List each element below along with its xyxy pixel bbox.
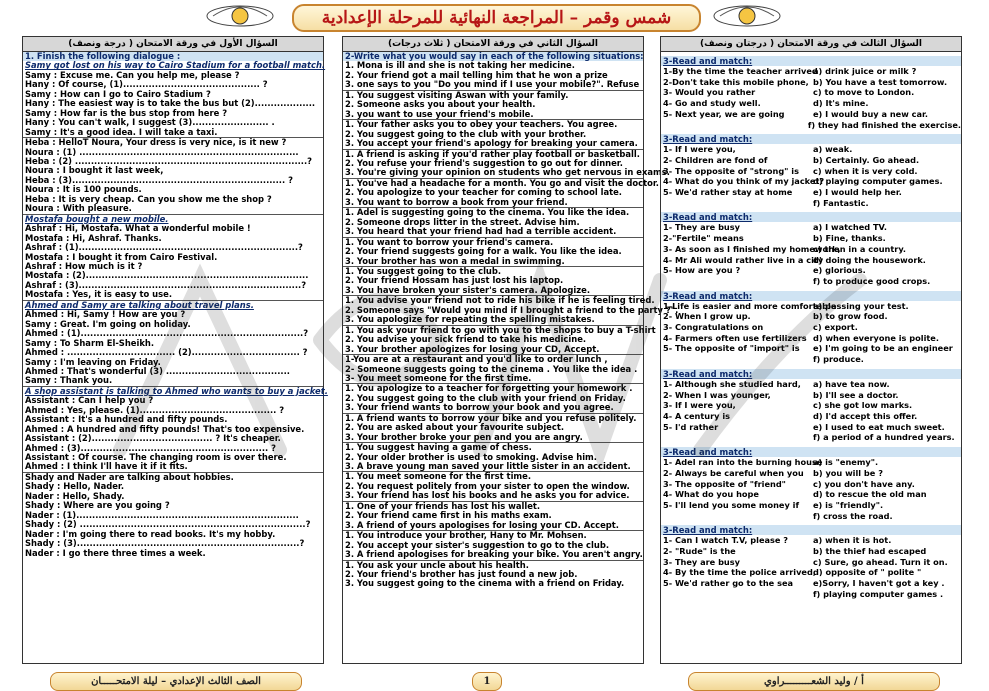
match-row [661,546,961,557]
match-right-item: d) It's mine. [813,98,869,109]
dialogue-line: Samy : I'm leaving on Friday. [25,356,161,367]
match-right-item: a) drink juice or milk ? [813,66,917,76]
situation-line: 1. You ask your uncle about his health. [345,559,529,570]
match-left-item: 4- Go and study well. [663,98,761,109]
dialogue-line: A shop assistant is talking to Ahmed who wants to buy a jacket. [25,385,328,396]
dialogue-line: Samy : Thank you. [23,376,323,386]
dialogue-line: Heba : HelloT Noura, Your dress is very nice, is it new ? [25,137,287,148]
situation-line: 1. You suggest visiting Aswan with your family. [345,89,569,100]
dialogue-line: Samy : Great. I'm going on holiday. [25,318,191,329]
situation-line: 3. A brave young man saved your little sister in an accident. [343,462,643,472]
question-one-header: السؤال الأول في ورقة الامتحان ( درجة ونصف) [23,37,323,52]
dialogue-line: Heba : (2) .........................................................................? [25,155,313,166]
situation-line: 2. Someone drops litter in the street. Advise him. [345,216,580,227]
match-left-item [663,354,813,365]
dialogue-line: Noura : It is 100 pounds. [25,184,142,195]
match-left-item: 5- Next year, we are going [663,108,785,119]
match-left-item: 5- We'd rather go to the sea [663,578,794,589]
dialogue-line: Ashraf : Hi, Mostafa. What a wonderful mobile ! [25,223,251,234]
match-row [661,535,961,546]
match-left-item: 4- Mr Ali would rather live in a city [663,254,824,265]
match-row [661,400,961,411]
match-blocks [661,56,961,600]
match-right-item: f) produce. [813,354,864,365]
situation-line: 3. You have broken your sister's camera. Apologize. [343,286,643,296]
question-two-column [342,36,679,664]
sun-moon-decoration-left-icon [205,2,275,30]
dialogue-line: Mostafa bought a new mobile. [25,213,169,224]
match-row [661,155,961,166]
match-right-item: a) have tea now. [813,378,890,389]
match-block-title: 3-Read and match: [661,212,961,222]
match-right-item: e)Sorry, I haven't got a key . [813,578,945,589]
situation-line: 1. One of your friends has lost his wallet. [345,500,541,511]
match-block [661,525,961,599]
match-left-item: 2-"Fertile" means [663,233,744,244]
match-right-item: b) I'll see a doctor. [813,389,899,400]
dialogue-line: Ahmed : That's wonderful (3) ....................................... [25,365,290,376]
match-left-item: 4- By the time the police arrived, [663,567,816,578]
match-block-title: 3-Read and match: [661,291,961,301]
dialogue-line: Assistant : Of course. The changing room is over there. [25,452,287,463]
match-left-item [663,511,813,522]
match-row [661,176,961,187]
match-right-item: d) doing the housework. [813,254,926,265]
match-right-item: a) is "enemy". [813,457,879,468]
match-left-item: 1- If I were you, [663,144,736,155]
dialogue-line: Samy : How far is the bus stop from here ? [25,107,228,118]
match-row [661,379,961,390]
match-row [661,500,961,511]
situation-line: 3- You meet someone for the first time. [343,374,643,384]
dialogue-line: Assistant : (2)...................................... ? It's cheaper. [25,433,281,444]
match-right-item: f) they had finished the exercise. [807,119,961,130]
dialogue-line: Assistant : Can I help you ? [25,395,154,406]
situation-line: 1. You've had a headache for a month. You go and visit the doctor. [345,177,659,188]
match-right-item: b) you will be ? [813,467,883,478]
situation-line: 2. You advise your sick friend to take his medicine. [345,334,587,345]
dialogue-line: Mostafa : (2)...................................................................... [25,270,309,281]
match-right-item: b) Certainly. Go ahead. [813,154,920,165]
match-right-item: d) when everyone is polite. [813,332,939,343]
situation-line: 1. Your father asks you to obey your teachers. You agree. [345,119,618,130]
match-row [661,322,961,333]
match-right-item: c) you don't have any. [813,478,915,489]
situation-line: 2. Your friend Hossam has just lost his laptop. [345,275,564,286]
banner-title-box [292,4,701,32]
situation-line: 2. Your friend's brother has just found a new job. [345,569,578,580]
match-row [661,276,961,287]
match-block [661,212,961,286]
match-left-item: 5- How are you ? [663,265,741,276]
situation-line: 1. You advise your friend not to ride his bike if he is feeling tired. [345,295,655,306]
dialogue-line: Samy : How can I go to Cairo Stadium ? [25,88,211,99]
match-left-item: 2- When I grow up. [663,311,751,322]
match-block-title: 3-Read and match: [661,447,961,457]
match-right-item: e) is "friendly". [813,499,884,510]
dialogue-line: Ahmed : (3)........................................................... ? [25,442,276,453]
dialogue-line: Samy : Excuse me. Can you help me, please ? [25,69,240,80]
match-left-item [663,120,808,131]
situation-line: 1. You suggest having a game of chess. [345,442,532,453]
dialogue-line: Shady : (2) .......................................................................? [25,519,311,530]
match-right-item: f) Fantastic. [813,197,869,208]
match-left-item: 5- The opposite of "import" is [663,343,800,354]
match-block-title: 3-Read and match: [661,134,961,144]
dialogue-line: Noura : I bought it last week, [25,165,164,176]
match-left-item: 5- I'd rather [663,421,719,432]
situation-line: 3. you want to use your friend's mobile. [343,110,643,120]
situation-line: 3. Your brother apologizes for losing your CD, Accept. [343,345,643,355]
sun-moon-decoration-right-icon [712,2,782,30]
dialogue-line: Ahmed : (1)......................................................................? [25,328,309,339]
situation-line: 1. You ask your friend to go with you to the shops to buy a T-shirt [345,324,656,335]
situation-line: 2. You are asked about your favourite subject. [345,422,565,433]
match-left-item: 5- We'd rather stay at home [663,187,793,198]
match-right-item: c) Sure, go ahead. Turn it on. [813,556,948,567]
match-row [661,589,961,600]
situation-line: 3. Your friend has lost his books and he asks you for advice. [343,491,643,501]
situation-line: 2. Your friend suggests going for a walk. You like the idea. [345,246,622,257]
match-right-item: f) a period of a hundred years. [813,432,955,443]
situation-line: 2. You refuse your friend's suggestion to go out for dinner. [345,157,623,168]
dialogue-line: Noura : (1) ..................................................................... [25,146,299,157]
situation-line: 3. You want to borrow a book from your friend. [343,198,643,208]
match-left-item [663,432,813,443]
dialogue-line: Assistant : It's a hundred and fifty pounds. [25,414,228,425]
match-right-item: b) You have a test tomorrow. [813,76,948,87]
dialogue-line: Ashraf : How much is it ? [25,260,143,271]
situation-line: 3. Your brother broke your pen and you are angry. [343,433,643,443]
match-row [661,343,961,354]
match-block [661,369,961,443]
match-row [661,77,961,88]
situation-line: 2- Someone suggests going to the cinema . You like the idea . [345,363,638,374]
dialogue-line: Nader : I go there three times a week. [25,547,206,558]
match-row [661,422,961,433]
match-row [661,66,961,77]
question-two-header: السؤال الثاني في ورقة الامتحان ( ثلاث درجات) [343,37,643,52]
match-left-item: 4- Farmers often use fertilizers [663,332,807,343]
situation-line: 3. Your brother has won a medal in swimming. [343,257,643,267]
dialogue-line: Hany : Of course, (1)........................................... ? [25,79,268,90]
match-left-item: 4- A century is [663,410,731,421]
match-right-item: e) I'm going to be an engineer [813,343,953,354]
situation-line: 2. You request politely from your sister to open the window. [345,480,630,491]
match-left-item [663,276,813,287]
match-row [661,233,961,244]
match-row [661,578,961,589]
dialogue-line: Ashraf : (3)......................................................................? [25,279,307,290]
match-row [661,144,961,155]
dialogue-list [23,51,328,558]
match-left-item: 4- What do you think of my jacket? [663,176,825,187]
match-right-item: f) to produce good crops. [813,275,931,286]
question-three-header: السؤال الثالث في ورقة الامتحان ( درجتان ونصف) [661,37,961,52]
match-left-item: 3- They are busy [663,556,740,567]
situation-line: 1. You meet someone for the first time. [345,471,532,482]
dialogue-line: Ahmed : .................................. (2).................................. ? [25,347,308,358]
match-row [661,390,961,401]
match-left-item: 3- Congratulations on [663,322,764,333]
situation-line: 2. Your friend got a mail telling him that he won a prize [345,69,608,80]
match-left-item: 1-By the time the teacher arrived [663,66,818,76]
match-right-item: c) when it is very cold. [813,165,918,176]
situation-line: 1. You introduce your brother, Hany to Mr. Mohsen. [345,530,587,541]
situation-line: 1. You apologize to a teacher for forgetting your homework . [345,383,633,394]
match-right-item: b) the thief had escaped [813,546,927,557]
match-left-item: 2- Children are fond of [663,154,768,165]
match-right-item: c) than in a country. [813,243,907,254]
match-row [661,244,961,255]
page-number: 1 [472,672,502,691]
match-right-item: c) to move to London. [813,87,915,98]
dialogue-line: Ashraf : (1).....................................................................? [25,242,303,253]
match-row [661,255,961,266]
situation-line: 3. You heard that your friend had had a terrible accident. [343,227,643,237]
match-row [661,87,961,98]
situation-line: 3. You suggest going to the cinema with a friend on Friday. [345,578,625,589]
match-row [661,557,961,568]
dialogue-line: Shady : Where are you going ? [25,500,170,511]
match-row [661,567,961,578]
match-block [661,291,961,365]
match-left-item [663,589,813,600]
match-row [661,98,961,109]
question-one-column [22,36,328,664]
dialogue-line: Hany : You can't walk, I suggest (3)........................ . [25,117,275,128]
match-left-item: 2-Don't take this mobile phone, [663,76,809,87]
match-row [661,222,961,233]
match-row [661,479,961,490]
situation-line: 3. Your friend wants to borrow your book and you agree. [343,403,643,413]
match-row [661,411,961,422]
situation-line: 3. one says to you "Do you mind if I use your mobile?". Refuse [343,80,643,90]
match-row [661,301,961,312]
dialogue-line: Nader : Hello, Shady. [25,490,125,501]
situation-line: 2. You apologize to your teacher for coming to school late. [345,187,622,198]
match-row [661,198,961,209]
banner [0,0,989,34]
match-block-title: 3-Read and match: [661,525,961,535]
question-three-column [660,36,962,664]
dialogue-line: Shady and Nader are talking about hobbies. [25,471,234,482]
situation-line: 3. You accept your friend's apology for breaking your camera. [343,139,643,149]
match-left-item: 3- The opposite of "strong" is [663,165,799,176]
match-right-item: c) export. [813,322,858,333]
dialogue-line: Ahmed and Samy are talking about travel plans. [25,299,254,310]
match-block-title: 3-Read and match: [661,369,961,379]
match-right-item: f) playing computer games . [813,588,944,599]
situation-line: 1-You are at a restaurant and you'd like to order lunch , [345,354,608,365]
match-right-item: a) passing your test. [813,300,909,311]
match-left-item: 1-Life is easier and more comfortable [663,300,837,311]
situation-line: 2. You accept your sister's suggestion to go to the club. [345,539,610,550]
match-left-item [663,198,813,209]
match-right-item: b) Fine, thanks. [813,233,886,244]
match-row [661,311,961,322]
match-row [661,120,961,131]
match-row [661,166,961,177]
dialogue-line: Shady : Hello, Nader. [25,481,125,492]
match-left-item: 1- Can I watch T.V, please ? [663,535,789,546]
match-left-item: 1- They are busy [663,222,740,233]
situation-line: 3. You apologize for repeating the spelling mistakes. [343,315,643,325]
footer-grade-label: الصف الثالث الإعدادي – ليلة الامتحـــــان [50,672,302,691]
match-right-item: c) she got low marks. [813,400,913,411]
dialogue-line: Hany : The easiest way is to take the bus but (2)................... [25,98,316,109]
match-block [661,134,961,208]
dialogue-line: Samy : It's a good idea. I will take a taxi. [23,128,323,138]
match-left-item: 2- "Rude" is the [663,546,736,557]
dialogue-line: Samy got lost on his way to Cairo Stadium for a football match. [25,60,326,71]
match-row [661,432,961,443]
situation-line: 2. Your friend came first in his maths exam. [345,510,552,521]
footer-teacher-name: أ / وليد الشعـــــــــراوي [688,672,940,691]
match-left-item: 4- What do you hope [663,489,759,500]
dialogue-line: Heba : It is very cheap. Can you show me the shop ? [25,193,272,204]
dialogue-line: Mostafa : Hi, Ashraf. Thanks. [25,232,162,243]
dialogue-line: Heba : (3)................................................................... ? [25,174,293,185]
situation-line: 3. A friend of yours apologises for losing your CD. Accept. [343,521,643,531]
match-row [661,333,961,344]
situation-line: 1. A friend is asking if you'd rather play football or basketball. [345,148,640,159]
match-row [661,187,961,198]
situation-line: 1. You want to borrow your friend's camera. [345,236,554,247]
match-row [661,457,961,468]
match-left-item: 3- The opposite of "friend" [663,478,786,489]
situations-list [343,51,679,589]
match-row [661,265,961,276]
situation-line: 2. Someone says "Would you mind if I brought a friend to the party ?". [345,304,679,315]
match-row [661,489,961,500]
match-left-item: 2- Always be careful when you [663,467,804,478]
match-right-item: a) weak. [813,144,853,155]
match-left-item: 3- Would you rather [663,87,756,98]
situation-line: 2. You suggest going to the club with your brother. [345,128,587,139]
situation-line: 3. You're giving your opinion on students who get nervous in exams. [345,167,670,178]
situation-line: 1. Mona is ill and she is not taking her medicine. [345,60,575,71]
dialogue-line: Ahmed : A hundred and fifty pounds! That's too expensive. [25,423,305,434]
match-right-item: d) opposite of " polite " [813,567,922,578]
dialogue-line: Ahmed : I think I'll have it if it fits. [23,462,323,472]
match-right-item: d) I'd accept this offer. [813,410,918,421]
match-right-item: f) cross the road. [813,510,893,521]
match-row [661,468,961,479]
dialogue-line: Mostafa : Yes, it is easy to use. [23,290,323,300]
match-right-item: d) to rescue the old man [813,489,927,500]
match-left-item: 1- Adel ran into the burning house [663,457,823,468]
match-left-item: 3- If I were you, [663,400,736,411]
banner-title: شمس وقمر – المراجعة النهائية للمرحلة الإعدادية [321,8,672,28]
match-left-item: 1- Although she studied hard, [663,378,801,389]
dialogue-line: Noura : With pleasure. [23,204,323,214]
match-left-item: 2- When I was younger, [663,389,771,400]
match-row [661,511,961,522]
dialogue-line: Nader : (1)...................................................................... [25,509,299,520]
match-block [661,56,961,130]
situation-line: 2. Someone asks you about your health. [345,99,536,110]
match-block-title: 3-Read and match: [661,56,961,66]
situation-line: 1. Adel is suggesting going to the cinema. You like the idea. [345,207,630,218]
situation-line: 1. You suggest going to the club. [345,265,502,276]
match-block [661,447,961,521]
dialogue-line: 1. Finish the following dialogue : [23,52,323,61]
match-right-item: e) glorious. [813,265,866,276]
match-right-item: d) playing computer games. [813,176,943,187]
match-right-item: b) to grow food. [813,311,888,322]
match-right-item: e) I used to eat much sweet. [813,421,945,432]
match-right-item: a) when it is hot. [813,535,892,546]
situation-line: 2. You suggest going to the club with your friend on Friday. [345,392,626,403]
dialogue-line: Nader : I'm going there to read books. It's my hobby. [25,528,276,539]
dialogue-line: Shady : (3)......................................................................? [25,538,305,549]
match-left-item: 5- I'll lend you some money if [663,499,800,510]
match-left-item: 3- As soon as I finished my homework, [663,243,841,254]
match-right-item: e) I would buy a new car. [813,108,928,119]
match-right-item: e) I would help her. [813,187,902,198]
dialogue-line: Ahmed : Hi, Samy ! How are you ? [25,309,186,320]
situation-line: 1. A friend wants to borrow your bike and you refuse politely. [345,412,637,423]
dialogue-line: Ahmed : Yes, please. (1)........................................... ? [25,404,285,415]
match-right-item: a) I watched TV. [813,222,887,233]
dialogue-line: Samy : To Sharm El-Sheikh. [25,337,155,348]
situation-line: 3. A friend apologises for breaking your bike. You aren't angry. [345,549,643,560]
situation-line: 2. Your older brother is used to smoking. Advise him. [345,451,597,462]
match-row [661,109,961,120]
match-row [661,354,961,365]
dialogue-line: Mostafa : I bought it from Cairo Festival. [25,251,218,262]
situation-line: 2-Write what you would say in each of the following situations: [345,51,644,61]
